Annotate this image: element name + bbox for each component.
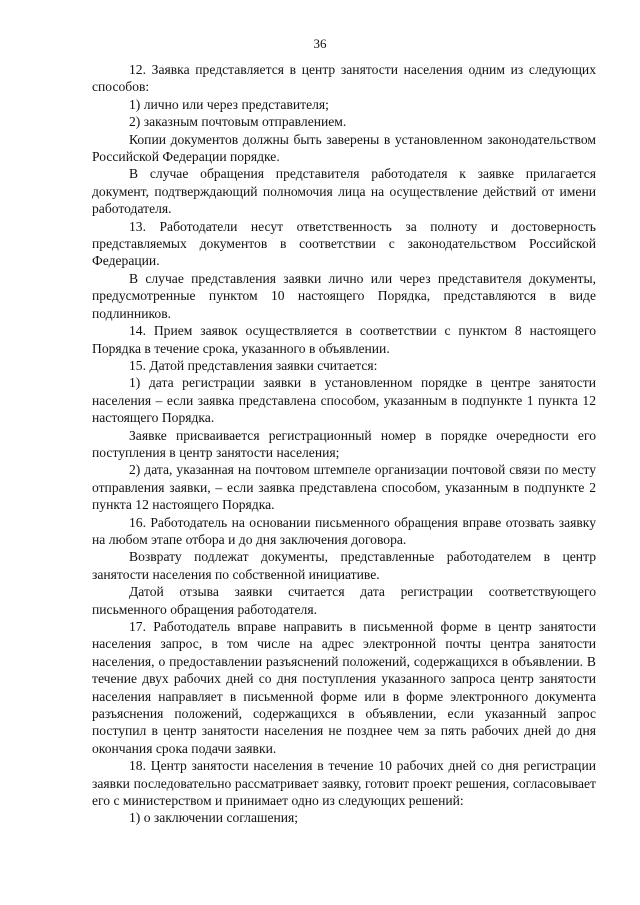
- paragraph: Заявке присваивается регистрационный номер в порядке очередности его поступления в центр занятости населения;: [92, 427, 596, 460]
- paragraph: 1) о заключении соглашения;: [129, 810, 299, 826]
- paragraph: В случае обращения представителя работодателя к заявке прилагается документ, подтверждающий полномочия лица на осуществление действий от имени работодателя.: [92, 166, 596, 217]
- paragraph: Копии документов должны быть заверены в установленном законодательством Российской Федерации порядке.: [92, 131, 596, 165]
- paragraph: 14. Прием заявок осуществляется в соответствии с пунктом 8 настоящего Порядка в течение срока, указанного в объявлении.: [92, 323, 596, 356]
- paragraph: 18. Центр занятости населения в течение 10 рабочих дней со дня регистрации заявки последовательно рассматривает заявку, готовит проект решения, согласовывает его с министерством и принимает одно из следующих решений:: [92, 758, 596, 809]
- document-body: [92, 61, 596, 827]
- paragraph: 12. Заявка представляется в центр занятости населения одним из следующих способов:: [92, 62, 596, 95]
- paragraph: 2) заказным почтовым отправлением.: [129, 114, 347, 130]
- paragraph: 2) дата, указанная на почтовом штемпеле организации почтовой связи по месту отправления заявки, – если заявка представлена способом, указанным в подпункте 2 пункта 12 настоящего Порядка.: [92, 462, 596, 513]
- page-number: 36: [313, 36, 327, 51]
- paragraph: 1) лично или через представителя;: [129, 96, 329, 112]
- paragraph: Датой отзыва заявки считается дата регистрации соответствующего письменного обращения работодателя.: [92, 584, 596, 617]
- paragraph: В случае представления заявки лично или через представителя документы, предусмотренные пунктом 10 настоящего Порядка, представляются в виде подлинников.: [92, 270, 596, 321]
- paragraph: 17. Работодатель вправе направить в письменной форме в центр занятости населения запрос, в том числе на адрес электронной почты центра занятости населения, о предоставлении разъяснений положений, содержащихся в объявлении. В течение двух рабочих дней со дня поступления указанного запроса центр занятости населения направляет в письменной форме или в форме электронного документа разъяснения положений, содержащихся в объявлении, если указанный запрос поступил в центр занятости населения не позднее чем за пять рабочих дней до дня окончания срока подачи заявки.: [92, 619, 596, 756]
- paragraph: 15. Датой представления заявки считается:: [129, 357, 378, 373]
- paragraph: 16. Работодатель на основании письменного обращения вправе отозвать заявку на любом этапе отбора и до дня заключения договора.: [92, 514, 596, 547]
- paragraph: 1) дата регистрации заявки в установленном порядке в центре занятости населения – если заявка представлена способом, указанным в подпункте 1 пункта 12 настоящего Порядка.: [92, 375, 596, 426]
- paragraph: 13. Работодатели несут ответственность за полноту и достоверность представляемых документов в соответствии с законодательством Российской Федерации.: [92, 218, 596, 269]
- paragraph: Возврату подлежат документы, представленные работодателем в центр занятости населения по собственной инициативе.: [92, 549, 596, 582]
